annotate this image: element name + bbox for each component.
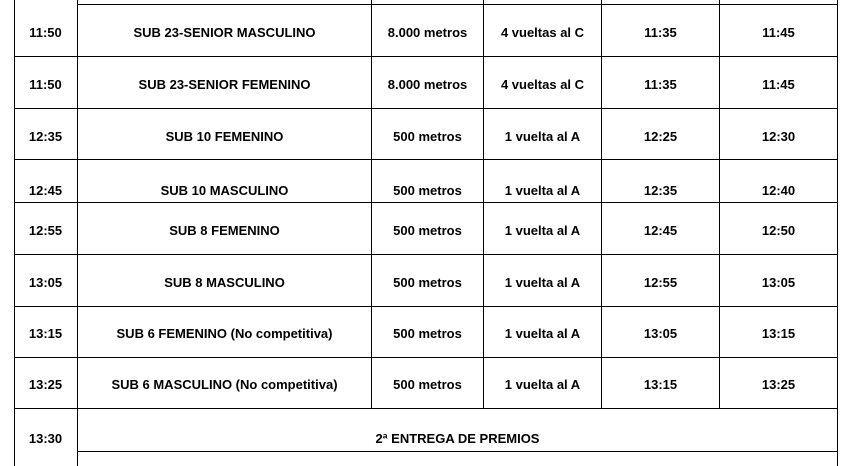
table-border [77,4,838,5]
start-time: 13:05 [28,275,63,290]
laps: 4 vueltas al C [500,25,585,40]
start-time: 13:25 [28,377,63,392]
distance: 8.000 metros [387,77,468,92]
distance: 500 metros [393,326,462,341]
call-time: 11:35 [644,77,677,92]
call-time: 13:05 [643,326,678,341]
category: SUB 6 MASCULINO (No competitiva) [111,377,338,392]
laps: 1 vuelta al A [504,129,581,144]
start-time: 12:35 [28,129,63,144]
start-time: 13:30 [28,431,63,446]
category: SUB 23-SENIOR MASCULINO [133,25,316,40]
laps: 1 vuelta al A [504,275,581,290]
category: SUB 8 FEMENINO [169,223,280,238]
call-time: 12:25 [643,129,678,144]
distance: 500 metros [393,183,462,198]
category: SUB 10 FEMENINO [165,129,284,144]
start-time: 11:50 [29,77,62,92]
box-time: 13:25 [761,377,796,392]
laps: 1 vuelta al A [504,223,581,238]
call-time: 12:45 [643,223,678,238]
box-time: 11:45 [762,77,795,92]
start-time: 11:50 [29,25,62,40]
distance: 500 metros [393,129,462,144]
table-border [837,0,838,466]
table-border [14,357,838,358]
category: SUB 6 FEMENINO (No competitiva) [116,326,333,341]
table-border [371,0,372,409]
box-time: 13:05 [761,275,796,290]
box-time: 12:40 [761,183,796,198]
table-border [14,56,838,57]
box-time: 11:45 [762,25,795,40]
call-time: 11:35 [644,25,677,40]
table-border [14,159,838,160]
table-border [719,0,720,409]
table-border [14,306,838,307]
distance: 500 metros [393,275,462,290]
laps: 1 vuelta al A [504,326,581,341]
distance: 500 metros [393,223,462,238]
table-border [14,254,838,255]
table-border [14,108,838,109]
call-time: 12:55 [643,275,678,290]
box-time: 13:15 [761,326,796,341]
table-border [77,451,838,452]
box-time: 12:50 [761,223,796,238]
start-time: 12:55 [28,223,63,238]
category: SUB 10 MASCULINO [160,183,289,198]
laps: 1 vuelta al A [504,183,581,198]
table-border [483,0,484,409]
call-time: 12:35 [643,183,678,198]
start-time: 12:45 [28,183,63,198]
category: SUB 8 MASCULINO [164,275,285,290]
table-border [601,0,602,409]
award-ceremony-label: 2ª ENTREGA DE PREMIOS [375,431,540,446]
category: SUB 23-SENIOR FEMENINO [138,77,311,92]
laps: 4 vueltas al C [500,77,585,92]
table-border [14,408,838,409]
start-time: 13:15 [28,326,63,341]
distance: 8.000 metros [387,25,468,40]
call-time: 13:15 [643,377,678,392]
distance: 500 metros [393,377,462,392]
table-border [14,202,838,203]
box-time: 12:30 [761,129,796,144]
laps: 1 vuelta al A [504,377,581,392]
